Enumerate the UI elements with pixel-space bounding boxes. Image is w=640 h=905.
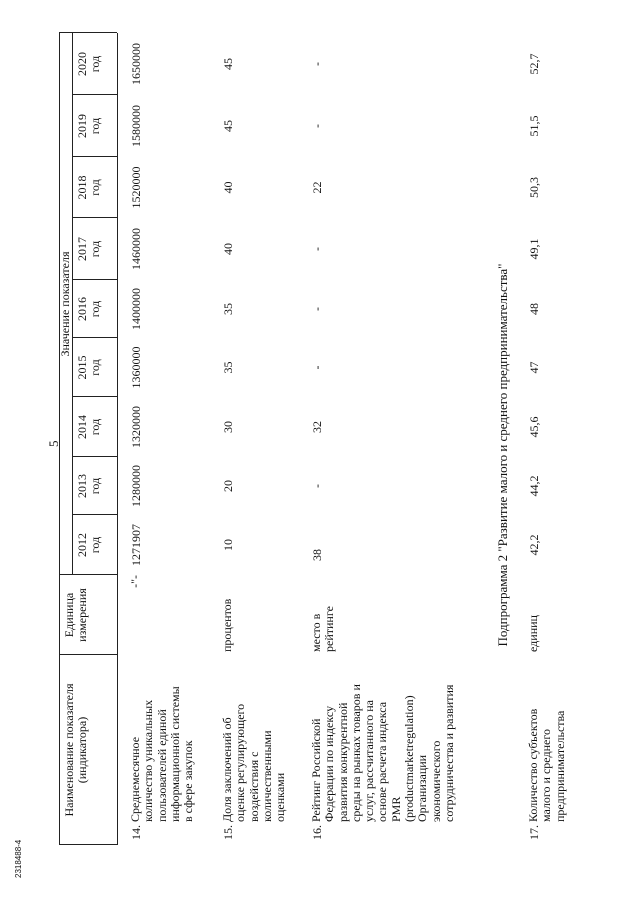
value-2014: 1320000: [129, 406, 143, 448]
value-2017: -: [310, 247, 324, 251]
row-number: 15.: [221, 825, 235, 840]
header-year-2018: 2018 год: [75, 175, 102, 200]
value-2012: 42,2: [527, 534, 541, 556]
value-2012: 1271907: [129, 524, 143, 566]
value-2014: 45,6: [527, 416, 541, 438]
header-year-2015: 2015 год: [75, 355, 102, 380]
value-2015: 1360000: [129, 346, 143, 389]
value-2016: 1400000: [129, 288, 143, 330]
value-2018: 22: [310, 181, 324, 194]
value-2012: 38: [310, 549, 324, 561]
header-year-2017: 2017 год: [75, 237, 102, 261]
value-2018: 40: [221, 181, 235, 194]
page-number: 5: [46, 440, 61, 447]
value-2014: 32: [310, 421, 324, 433]
value-2015: -: [310, 365, 324, 370]
value-2016: -: [310, 307, 324, 311]
subprogram-title: Подпрограмма 2 "Развитие малого и среднего предпринимательства": [495, 263, 510, 647]
value-2013: 20: [221, 480, 235, 492]
indicator-unit: место в рейтинге: [309, 606, 336, 652]
value-2016: 35: [221, 303, 235, 315]
header-year-2013: 2013 год: [75, 474, 102, 498]
row-number: 17.: [527, 825, 541, 840]
value-2019: 51,5: [527, 115, 541, 137]
value-2013: 44,2: [527, 475, 541, 497]
value-2012: 10: [221, 539, 235, 551]
value-2020: 45: [221, 58, 235, 70]
value-2013: 1280000: [129, 465, 143, 507]
indicator-name: Рейтинг Российской Федерации по индексу развития конкурентной среды на рынках товаров и услуг, рассчитанного на основе расчета индекса PMR (productmarketregulation) Организации экономического сотрудничества и развития: [309, 684, 456, 822]
document-code: 2318488-4: [14, 839, 23, 878]
value-2017: 1460000: [129, 228, 143, 270]
row-number: 14.: [129, 825, 143, 840]
row-number: 16.: [310, 825, 324, 840]
value-2014: 30: [221, 421, 235, 433]
indicator-unit: -"-: [128, 575, 142, 588]
indicator-name: Среднемесячное количество уникальных пользователей единой информационной системы в сфере закупок: [128, 686, 196, 822]
header-year-2019: 2019 год: [75, 114, 102, 138]
value-2020: 52,7: [527, 53, 541, 75]
values-group-underline: [72, 33, 73, 575]
value-2015: 35: [221, 361, 235, 374]
value-2019: -: [310, 124, 324, 128]
value-2020: 1650000: [129, 43, 143, 85]
value-2018: 50,3: [527, 177, 541, 198]
indicator-table: [57, 30, 632, 880]
value-2016: 48: [527, 303, 541, 315]
header-bottom-border: [117, 33, 118, 845]
value-2020: -: [310, 62, 324, 66]
value-2019: 45: [221, 120, 235, 132]
indicator-unit: единиц: [526, 615, 540, 652]
indicator-name: Количество субъектов малого и среднего предпринимательства: [526, 708, 567, 822]
value-2018: 1520000: [129, 166, 143, 209]
value-2019: 1580000: [129, 105, 143, 147]
value-2013: -: [310, 484, 324, 488]
indicator-unit: процентов: [220, 598, 234, 652]
header-year-2020: 2020 год: [75, 52, 102, 76]
header-year-2012: 2012 год: [75, 533, 102, 557]
value-2015: 47: [527, 361, 541, 374]
header-values-group: Значение показателя: [58, 251, 72, 357]
header-unit: Единица измерения: [62, 588, 89, 642]
value-2017: 49,1: [527, 238, 541, 260]
value-2017: 40: [221, 243, 235, 255]
header-indicator-name: Наименование показателя (индикатора): [62, 683, 89, 817]
header-year-2014: 2014 год: [75, 415, 102, 439]
indicator-name: Доля заключений об оценке регулирующего воздействия с количественными оценками: [220, 703, 288, 822]
header-year-2016: 2016 год: [75, 297, 102, 321]
